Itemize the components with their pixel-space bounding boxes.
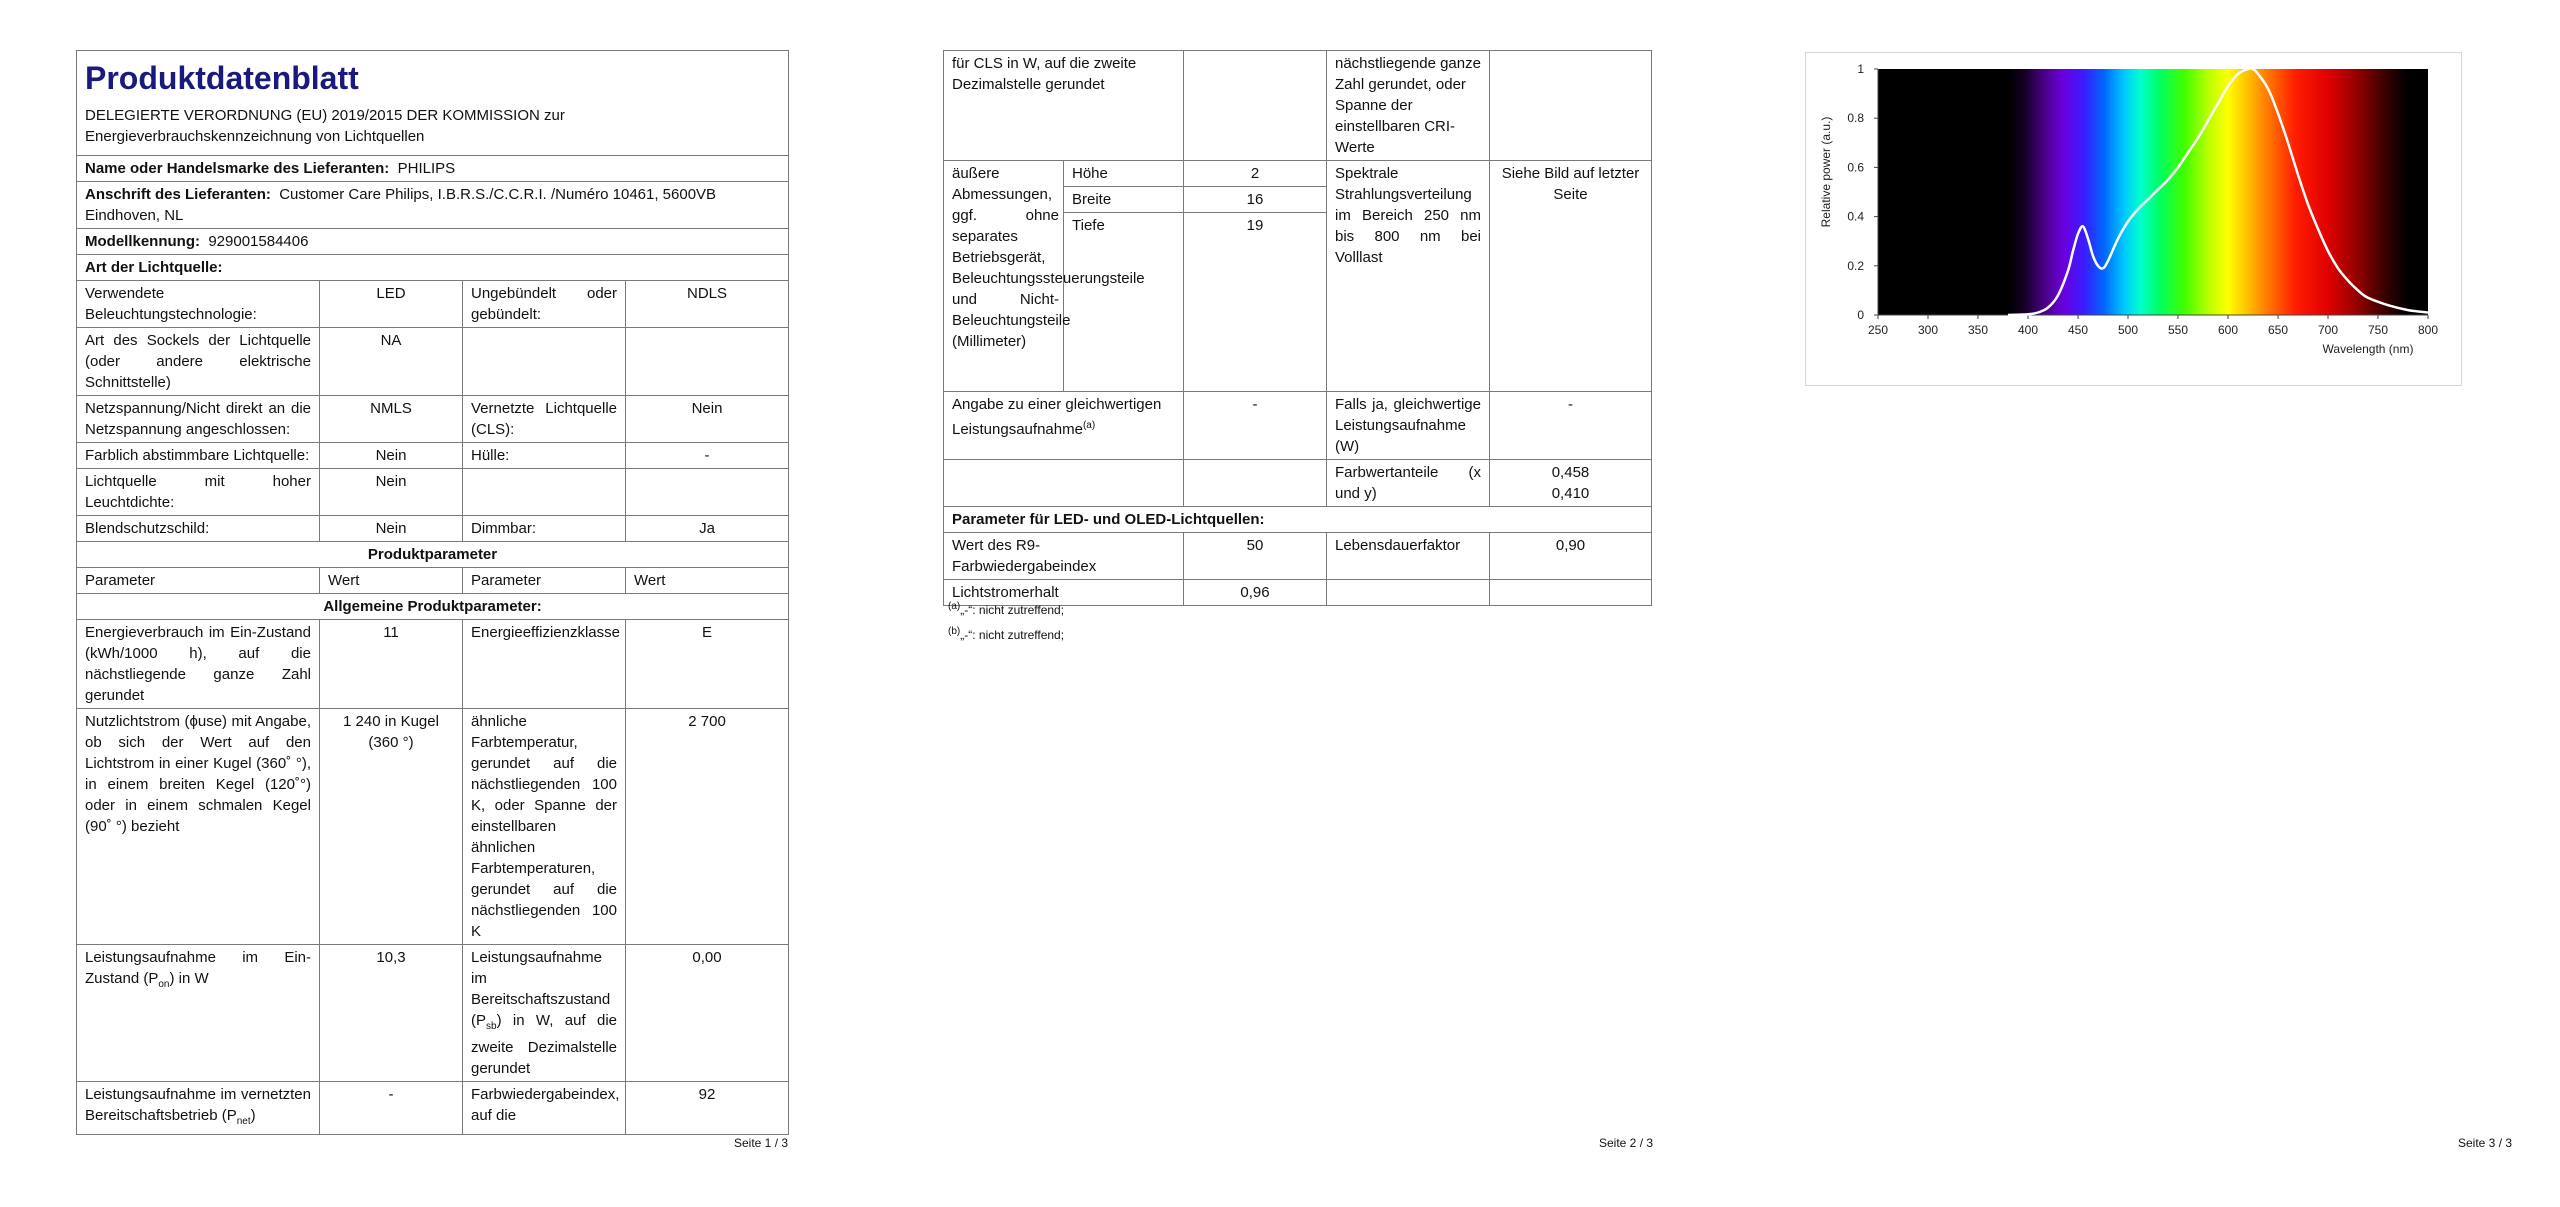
pnet-label — [77, 1082, 320, 1135]
x-tick-label: 750 — [2367, 323, 2389, 337]
tech-label: Verwendete Beleuchtungstechnologie: — [77, 281, 320, 328]
x-tick-label: 500 — [2117, 323, 2139, 337]
empty-cell — [1327, 580, 1490, 606]
product-params-header: Produktparameter — [77, 542, 789, 568]
width-value: 16 — [1184, 187, 1327, 213]
mains-label: Netzspannung/Nicht direkt an die Netzspannung angeschlossen: — [77, 396, 320, 443]
spectral-chart-frame — [1805, 52, 2462, 386]
ifyes-label: Falls ja, gleichwertige Leistungsaufnahme (W) — [1327, 392, 1490, 460]
color-tunable-value: Nein — [320, 443, 463, 469]
socket-label: Art des Sockels der Lichtquelle (oder andere elektrische Schnittstelle) — [77, 328, 320, 396]
product-data-table-part1 — [76, 50, 789, 1135]
lumen-maintenance-value: 0,96 — [1184, 580, 1327, 606]
footnote-b-text: „-“: nicht zutreffend; — [960, 628, 1065, 642]
x-tick-label: 800 — [2417, 323, 2439, 337]
dimmable-value: Ja — [626, 516, 789, 542]
page-number: Seite 2 / 3 — [1599, 1136, 1654, 1150]
dimensions-label: äußere Abmessungen, ggf. ohne separates Betriebsgerät, Beleuchtungssteuerungsteile und Nicht-Beleuchtungsteile (Millimeter) — [944, 161, 1064, 392]
x-axis-label: Wavelength (nm) — [2322, 342, 2414, 356]
lifetime-factor-label: Lebensdauerfaktor — [1327, 533, 1490, 580]
y-tick-label: 0.4 — [1847, 209, 1864, 224]
y-tick-label: 0.2 — [1847, 258, 1864, 273]
x-tick-label: 650 — [2267, 323, 2289, 337]
cri-value: 92 — [626, 1082, 789, 1135]
cls-label: Vernetzte Lichtquelle (CLS): — [463, 396, 626, 443]
header-cell — [77, 51, 789, 156]
cls-value: Nein — [626, 396, 789, 443]
address-row — [77, 182, 789, 229]
page-number: Seite 1 / 3 — [734, 1136, 789, 1150]
equiv-power-text: Angabe zu einer gleichwertigen Leistungsaufnahme — [952, 396, 1162, 438]
pnet-subscript: net — [236, 1116, 251, 1127]
eec-value: E — [626, 620, 789, 709]
lumen-maintenance-label: Lichtstromerhalt — [944, 580, 1184, 606]
empty-cell — [1184, 460, 1327, 507]
empty-cell — [1490, 51, 1652, 161]
cri-label-continued: nächstliegende ganze Zahl gerundet, oder Spanne der einstellbaren CRI-Werte — [1327, 51, 1490, 161]
psb-label — [463, 945, 626, 1082]
glare-label: Blendschutzschild: — [77, 516, 320, 542]
tech-value: LED — [320, 281, 463, 328]
visible-spectrum-band — [2008, 69, 2408, 315]
pnet-label-text: Leistungsaufnahme im vernetzten Bereitschaftsbetrieb (P — [85, 1086, 311, 1124]
footnote-b-marker: (b) — [948, 626, 961, 637]
empty-cell — [463, 469, 626, 516]
y-axis-label: Relative power (a.u.) — [1819, 116, 1833, 228]
page-number: Seite 3 / 3 — [2458, 1136, 2513, 1150]
art-der-lichtquelle-header: Art der Lichtquelle: — [77, 255, 789, 281]
chromaticity-label: Farbwertanteile (x und y) — [1327, 460, 1490, 507]
footnote-a-text: „-“: nicht zutreffend; — [960, 603, 1065, 617]
empty-cell — [463, 328, 626, 396]
empty-cell — [944, 460, 1184, 507]
col-header-parameter: Parameter — [463, 568, 626, 594]
pnet-value: - — [320, 1082, 463, 1135]
height-value: 2 — [1184, 161, 1327, 187]
spectral-value: Siehe Bild auf letzter Seite — [1490, 161, 1652, 392]
dimmable-label: Dimmbar: — [463, 516, 626, 542]
pnet-label-unit: ) — [250, 1107, 256, 1124]
height-label: Höhe — [1064, 161, 1184, 187]
empty-cell — [626, 328, 789, 396]
pon-subscript: on — [158, 979, 170, 990]
col-header-wert: Wert — [320, 568, 463, 594]
psb-label-unit: ) in W, auf die zweite Dezimalstelle gerundet — [471, 1012, 617, 1077]
general-params-header: Allgemeine Produktparameter: — [77, 594, 789, 620]
envelope-value: - — [626, 443, 789, 469]
col-header-wert: Wert — [626, 568, 789, 594]
empty-cell — [1490, 580, 1652, 606]
cct-label: ähnliche Farbtemperatur, gerundet auf die nächstliegenden 100 K, oder Spanne der einstellbaren ähnlichen Farbtemperaturen, gerundet auf die nächstliegenden 100 K — [463, 709, 626, 945]
equiv-power-label — [944, 392, 1184, 460]
high-luminance-value: Nein — [320, 469, 463, 516]
product-data-table-part2 — [943, 50, 1652, 606]
x-tick-label: 550 — [2167, 323, 2189, 337]
ifyes-value: - — [1490, 392, 1652, 460]
bundled-label: Ungebündelt oder gebündelt: — [463, 281, 626, 328]
model-label: Modellkennung: — [85, 233, 200, 250]
supplier-row — [77, 156, 789, 182]
x-tick-label: 350 — [1967, 323, 1989, 337]
footnotes — [948, 596, 1064, 646]
y-tick-label: 0.8 — [1847, 111, 1864, 126]
address-label: Anschrift des Lieferanten: — [85, 186, 271, 203]
depth-value: 19 — [1184, 213, 1327, 392]
depth-label: Tiefe — [1064, 213, 1184, 392]
chromaticity-x: 0,458 — [1551, 464, 1590, 481]
envelope-label: Hülle: — [463, 443, 626, 469]
flux-value: 1 240 in Kugel (360 °) — [320, 709, 463, 945]
col-header-parameter: Parameter — [77, 568, 320, 594]
cls-power-continued: für CLS in W, auf die zweite Dezimalstelle gerundet — [944, 51, 1184, 161]
supplier-value: PHILIPS — [397, 160, 456, 177]
x-tick-label: 450 — [2067, 323, 2089, 337]
footnote-a-ref: (a) — [1082, 420, 1096, 431]
footnote-b — [948, 621, 1064, 646]
pon-label — [77, 945, 320, 1082]
r9-value: 50 — [1184, 533, 1327, 580]
x-tick-label: 400 — [2017, 323, 2039, 337]
spectral-distribution-chart — [1806, 53, 2461, 385]
page-1 — [0, 0, 860, 1207]
chromaticity-y: 0,410 — [1551, 485, 1590, 502]
address-value: Customer Care Philips, I.B.R.S./C.C.R.I. /Numéro 10461, 5600VB Eindhoven, NL — [85, 186, 717, 224]
y-tick-label: 0 — [1857, 308, 1864, 322]
pon-label-text: Leistungsaufnahme im Ein-Zustand (P — [85, 949, 311, 987]
glare-value: Nein — [320, 516, 463, 542]
psb-subscript: sb — [486, 1021, 497, 1032]
psb-label-text: Leistungsaufnahme im Bereitschaftszustand (P — [471, 949, 611, 1029]
flux-label: Nutzlichtstrom (ϕuse) mit Angabe, ob sich der Wert auf den Lichtstrom in einer Kugel (360˚ °), in einem breiten Kegel (120˚°) oder in einem schmalen Kegel (90˚ °) bezieht — [77, 709, 320, 945]
color-tunable-label: Farblich abstimmbare Lichtquelle: — [77, 443, 320, 469]
x-tick-label: 250 — [1867, 323, 1889, 337]
supplier-label: Name oder Handelsmarke des Lieferanten: — [85, 160, 390, 177]
spectral-label: Spektrale Strahlungsverteilung im Bereich 250 nm bis 800 nm bei Volllast — [1327, 161, 1490, 392]
empty-cell — [626, 469, 789, 516]
footnote-a — [948, 596, 1064, 621]
cri-label: Farbwiedergabeindex, auf die — [463, 1082, 626, 1135]
pon-label-unit: ) in W — [169, 970, 209, 987]
r9-label: Wert des R9-Farbwiedergabeindex — [944, 533, 1184, 580]
y-tick-label: 1 — [1857, 62, 1864, 76]
page-title: Produktdatenblatt — [85, 60, 359, 96]
cct-value: 2 700 — [626, 709, 789, 945]
mains-value: NMLS — [320, 396, 463, 443]
model-row — [77, 229, 789, 255]
empty-cell — [1184, 51, 1327, 161]
y-tick-label: 0.6 — [1847, 160, 1864, 175]
x-tick-label: 300 — [1917, 323, 1939, 337]
footnote-a-marker: (a) — [948, 601, 961, 612]
pon-value: 10,3 — [320, 945, 463, 1082]
socket-value: NA — [320, 328, 463, 396]
energy-label: Energieverbrauch im Ein-Zustand (kWh/1000 h), auf die nächstliegende ganze Zahl gerundet — [77, 620, 320, 709]
psb-value: 0,00 — [626, 945, 789, 1082]
lifetime-factor-value: 0,90 — [1490, 533, 1652, 580]
width-label: Breite — [1064, 187, 1184, 213]
regulation-text: DELEGIERTE VERORDNUNG (EU) 2019/2015 DER KOMMISSION zur Energieverbrauchskennzeichnung von Lichtquellen — [85, 107, 565, 145]
high-luminance-label: Lichtquelle mit hoher Leuchtdichte: — [77, 469, 320, 516]
x-tick-label: 700 — [2317, 323, 2339, 337]
bundled-value: NDLS — [626, 281, 789, 328]
equiv-power-value: - — [1184, 392, 1327, 460]
chromaticity-value — [1490, 460, 1652, 507]
x-tick-label: 600 — [2217, 323, 2239, 337]
eec-label: Energieeffizienzklasse — [463, 620, 626, 709]
energy-value: 11 — [320, 620, 463, 709]
led-params-header: Parameter für LED- und OLED-Lichtquellen: — [944, 507, 1652, 533]
model-value: 929001584406 — [208, 233, 309, 250]
